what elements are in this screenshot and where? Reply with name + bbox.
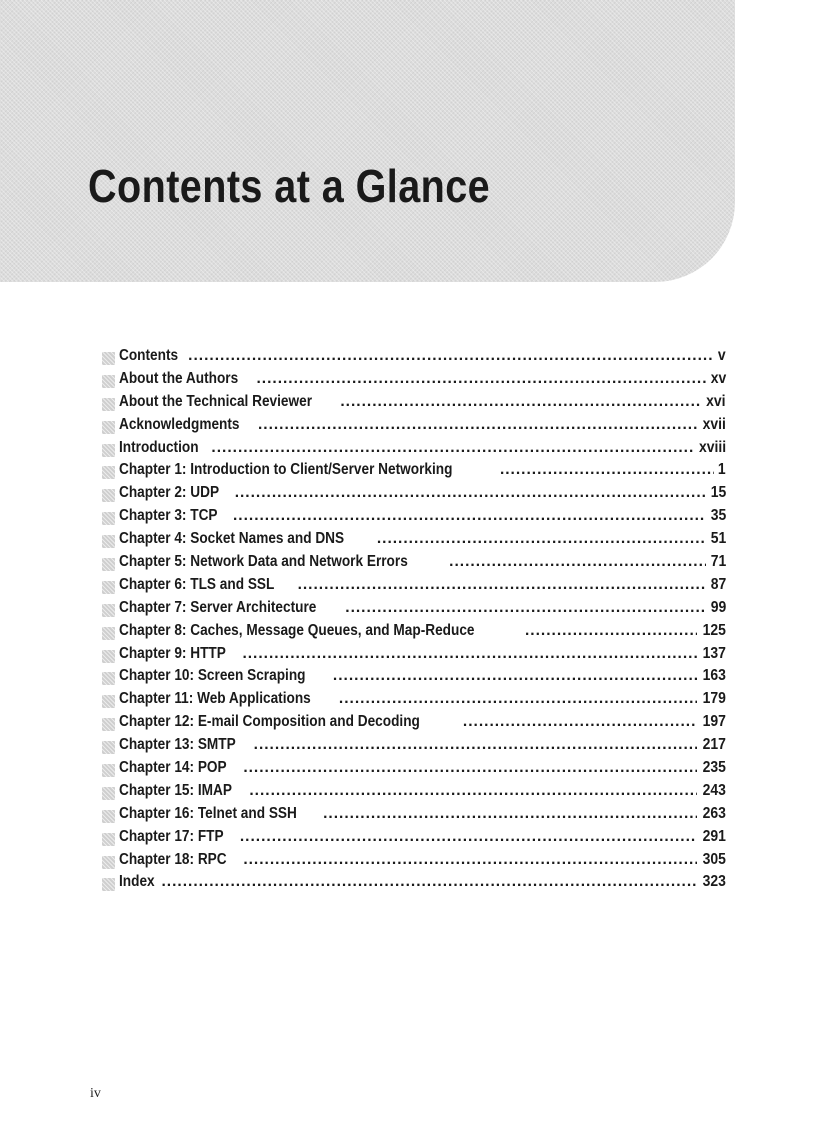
toc-entry-label: Chapter 12: E-mail Composition and Decoding bbox=[119, 713, 420, 731]
dot-leader bbox=[525, 622, 697, 640]
dot-leader bbox=[333, 667, 697, 685]
toc-entry bbox=[102, 599, 726, 622]
toc-entry bbox=[102, 439, 726, 462]
toc-entry-page: 305 bbox=[702, 850, 726, 868]
toc-entry bbox=[102, 851, 726, 874]
toc-entry-label: Chapter 11: Web Applications bbox=[119, 690, 311, 708]
toc-entry-label: Chapter 2: UDP bbox=[119, 484, 220, 502]
toc-entry bbox=[102, 553, 726, 576]
square-bullet-icon bbox=[102, 718, 115, 731]
square-bullet-icon bbox=[102, 581, 115, 594]
toc-entry-label: Chapter 15: IMAP bbox=[119, 781, 232, 799]
toc-entry-label: Index bbox=[119, 873, 155, 891]
dot-leader bbox=[377, 530, 706, 548]
header-band bbox=[0, 0, 735, 282]
dot-leader bbox=[188, 347, 714, 365]
dot-leader bbox=[340, 393, 701, 411]
toc-entry-label: Chapter 1: Introduction to Client/Server Networking bbox=[119, 461, 453, 479]
toc-entry-page: 137 bbox=[702, 644, 726, 662]
toc-entry-page: xviii bbox=[698, 438, 726, 456]
dot-leader bbox=[463, 713, 697, 731]
dot-leader bbox=[235, 484, 706, 502]
dot-leader bbox=[243, 851, 697, 869]
toc-entry-label: Chapter 4: Socket Names and DNS bbox=[119, 530, 345, 548]
square-bullet-icon bbox=[102, 512, 115, 525]
toc-entry bbox=[102, 393, 726, 416]
toc-entry-label: Chapter 16: Telnet and SSH bbox=[119, 804, 297, 822]
toc-entry bbox=[102, 461, 726, 484]
square-bullet-icon bbox=[102, 810, 115, 823]
dot-leader bbox=[243, 759, 697, 777]
toc-entry-page: 99 bbox=[710, 598, 726, 616]
square-bullet-icon bbox=[102, 856, 115, 869]
square-bullet-icon bbox=[102, 787, 115, 800]
toc-entry-page: 235 bbox=[702, 759, 726, 777]
toc-entry bbox=[102, 667, 726, 690]
toc-entry bbox=[102, 805, 726, 828]
dot-leader bbox=[345, 599, 705, 617]
toc-entry-label: Chapter 8: Caches, Message Queues, and Map-Reduce bbox=[119, 621, 475, 639]
dot-leader bbox=[323, 805, 697, 823]
toc-entry bbox=[102, 782, 726, 805]
square-bullet-icon bbox=[102, 672, 115, 685]
dot-leader bbox=[258, 416, 697, 434]
toc-entry-label: Chapter 7: Server Architecture bbox=[119, 598, 317, 616]
toc-entry-label: Acknowledgments bbox=[119, 415, 240, 433]
toc-entry-page: 163 bbox=[702, 667, 726, 685]
dot-leader bbox=[161, 873, 697, 891]
page-folio: iv bbox=[90, 1086, 101, 1101]
toc-entry-page: 197 bbox=[702, 713, 726, 731]
toc-entry bbox=[102, 530, 726, 553]
toc-entry-label: About the Authors bbox=[119, 369, 239, 387]
toc-entry-page: 1 bbox=[718, 461, 726, 479]
square-bullet-icon bbox=[102, 466, 115, 479]
dot-leader bbox=[211, 439, 692, 457]
toc-entry-page: 125 bbox=[702, 621, 726, 639]
toc-entry bbox=[102, 759, 726, 782]
square-bullet-icon bbox=[102, 741, 115, 754]
toc-entry-page: 51 bbox=[710, 530, 726, 548]
toc-entry-label: Chapter 9: HTTP bbox=[119, 644, 226, 662]
square-bullet-icon bbox=[102, 535, 115, 548]
toc-entry bbox=[102, 713, 726, 736]
dot-leader bbox=[240, 828, 697, 846]
toc-entry-label: Introduction bbox=[119, 438, 199, 456]
toc-entry bbox=[102, 690, 726, 713]
dot-leader bbox=[242, 645, 697, 663]
toc-entry-page: 291 bbox=[702, 827, 726, 845]
square-bullet-icon bbox=[102, 352, 115, 365]
toc-entry bbox=[102, 347, 726, 370]
toc-entry-page: 87 bbox=[710, 575, 726, 593]
toc-entry-label: Chapter 3: TCP bbox=[119, 507, 218, 525]
toc-entry-page: 243 bbox=[702, 781, 726, 799]
square-bullet-icon bbox=[102, 878, 115, 891]
square-bullet-icon bbox=[102, 375, 115, 388]
toc-entry bbox=[102, 736, 726, 759]
toc-entry bbox=[102, 370, 726, 393]
square-bullet-icon bbox=[102, 833, 115, 846]
toc-entry-label: Chapter 14: POP bbox=[119, 759, 227, 777]
square-bullet-icon bbox=[102, 558, 115, 571]
square-bullet-icon bbox=[102, 398, 115, 411]
toc-entry-page: xvi bbox=[706, 392, 726, 410]
toc-entry-page: 323 bbox=[702, 873, 726, 891]
toc-entry bbox=[102, 873, 726, 896]
toc-entry-page: 179 bbox=[702, 690, 726, 708]
toc-entry-label: Chapter 13: SMTP bbox=[119, 736, 236, 754]
toc-entry-label: About the Technical Reviewer bbox=[119, 392, 313, 410]
toc-entry-label: Chapter 10: Screen Scraping bbox=[119, 667, 306, 685]
square-bullet-icon bbox=[102, 695, 115, 708]
square-bullet-icon bbox=[102, 444, 115, 457]
square-bullet-icon bbox=[102, 627, 115, 640]
dot-leader bbox=[254, 736, 697, 754]
dot-leader bbox=[298, 576, 706, 594]
toc-entry bbox=[102, 507, 726, 530]
toc-entry-page: 71 bbox=[710, 553, 726, 571]
toc-entry-page: 35 bbox=[710, 507, 726, 525]
table-of-contents bbox=[102, 347, 726, 896]
toc-entry bbox=[102, 416, 726, 439]
dot-leader bbox=[449, 553, 706, 571]
toc-entry-page: xv bbox=[710, 369, 726, 387]
dot-leader bbox=[339, 690, 697, 708]
toc-entry-label: Contents bbox=[119, 347, 179, 364]
square-bullet-icon bbox=[102, 604, 115, 617]
toc-entry-page: 15 bbox=[710, 484, 726, 502]
toc-entry bbox=[102, 484, 726, 507]
dot-leader bbox=[500, 461, 714, 479]
toc-entry-page: v bbox=[718, 347, 726, 364]
toc-entry bbox=[102, 828, 726, 851]
page-title: Contents at a Glance bbox=[88, 160, 491, 212]
dot-leader bbox=[256, 370, 705, 388]
dot-leader bbox=[233, 507, 706, 525]
toc-entry bbox=[102, 645, 726, 668]
square-bullet-icon bbox=[102, 421, 115, 434]
toc-entry-page: 217 bbox=[702, 736, 726, 754]
toc-entry-label: Chapter 6: TLS and SSL bbox=[119, 575, 275, 593]
toc-entry-label: Chapter 18: RPC bbox=[119, 850, 227, 868]
square-bullet-icon bbox=[102, 764, 115, 777]
toc-entry bbox=[102, 576, 726, 599]
toc-entry-label: Chapter 17: FTP bbox=[119, 827, 224, 845]
toc-entry-label: Chapter 5: Network Data and Network Errors bbox=[119, 553, 408, 571]
toc-entry bbox=[102, 622, 726, 645]
toc-entry-page: xvii bbox=[702, 415, 726, 433]
toc-entry-page: 263 bbox=[702, 804, 726, 822]
square-bullet-icon bbox=[102, 489, 115, 502]
square-bullet-icon bbox=[102, 650, 115, 663]
dot-leader bbox=[249, 782, 697, 800]
